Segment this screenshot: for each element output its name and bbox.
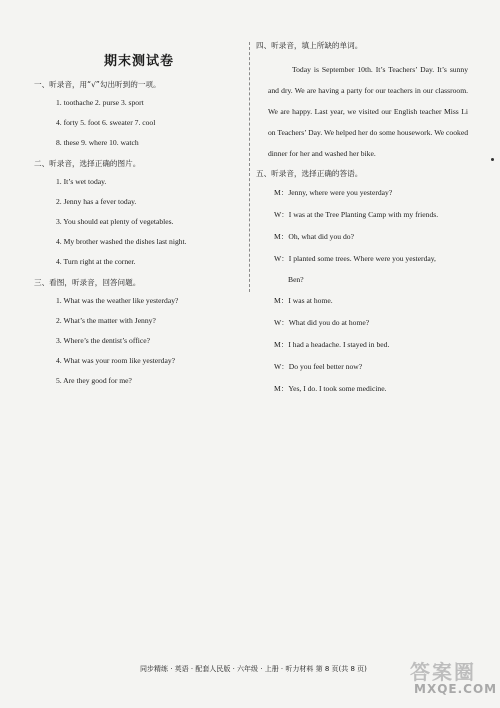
dialogue-line: W：Do you feel better now? [274, 362, 363, 371]
part2-item: 3. You should eat plenty of vegetables. [56, 217, 174, 226]
dialogue-line: W：What did you do at home? [274, 318, 370, 327]
dialogue-line: M：Yes, I do. I took some medicine. [274, 384, 387, 393]
part2-item: 1. It’s wet today. [56, 177, 107, 186]
part3-item: 3. Where’s the dentist’s office? [56, 336, 150, 345]
dialogue-line: M：I had a headache. I stayed in bed. [274, 340, 390, 349]
part4-heading: 四、听录音，填上所缺的单词。 [256, 41, 363, 50]
page-title: 期末测试卷 [103, 54, 174, 69]
part1-row: 4. forty 5. foot 6. sweater 7. cool [56, 118, 156, 127]
part5-heading: 五、听录音，选择正确的答语。 [256, 169, 363, 178]
left-column [34, 40, 244, 396]
column-divider [249, 42, 250, 292]
part2-heading: 二、听录音，选择正确的图片。 [34, 159, 141, 168]
watermark-top: 答案圈 [410, 660, 476, 684]
dialogue-line: M：Jenny, where were you yesterday? [274, 188, 393, 197]
page-footer: 同步精练 · 英语 · 配套人民版 · 六年级 · 上册 · 听力材料 第 8 页(共 8 页) [140, 665, 367, 673]
dialogue-line: W：I planted some trees. Where were you yesterday, [274, 254, 436, 263]
part2-item: 4. Turn right at the corner. [56, 257, 136, 266]
dialogue-line: Ben? [288, 275, 304, 284]
part2-item: 4. My brother washed the dishes last night. [56, 237, 187, 246]
part1-row: 8. these 9. where 10. watch [56, 138, 139, 147]
part3-heading: 三、看图，听录音，回答问题。 [34, 278, 141, 287]
part3-item: 1. What was the weather like yesterday? [56, 296, 179, 305]
part3-item: 4. What was your room like yesterday? [56, 356, 176, 365]
right-column [256, 40, 468, 405]
dialogue-line: W：I was at the Tree Planting Camp with my friends. [274, 210, 439, 219]
watermark-bottom: MXQE.COM [414, 682, 498, 696]
part3-item: 5. Are they good for me? [56, 376, 132, 385]
part3-item: 2. What’s the matter with Jenny? [56, 316, 156, 325]
dialogue-line: M：I was at home. [274, 296, 333, 305]
part2-item: 2. Jenny has a fever today. [56, 197, 137, 206]
part1-row: 1. toothache 2. purse 3. sport [56, 98, 144, 107]
watermark-logo [410, 656, 498, 702]
part4-passage [268, 59, 468, 164]
part1-heading: 一、听录音，用“√”勾出听到的一项。 [34, 80, 161, 89]
dialogue-line: M：Oh, what did you do? [274, 232, 354, 241]
ink-mark [491, 158, 494, 161]
part4-passage-text: Today is September 10th. It’s Teachers’ Day. It’s sunny and dry. We are having a party for our teachers in our classroom. We are happy. Last year, we visited our English teacher Miss Li on Teachers’ Day. We helped her do some housework. We cooked dinner for her and washed her bike. [268, 65, 468, 158]
